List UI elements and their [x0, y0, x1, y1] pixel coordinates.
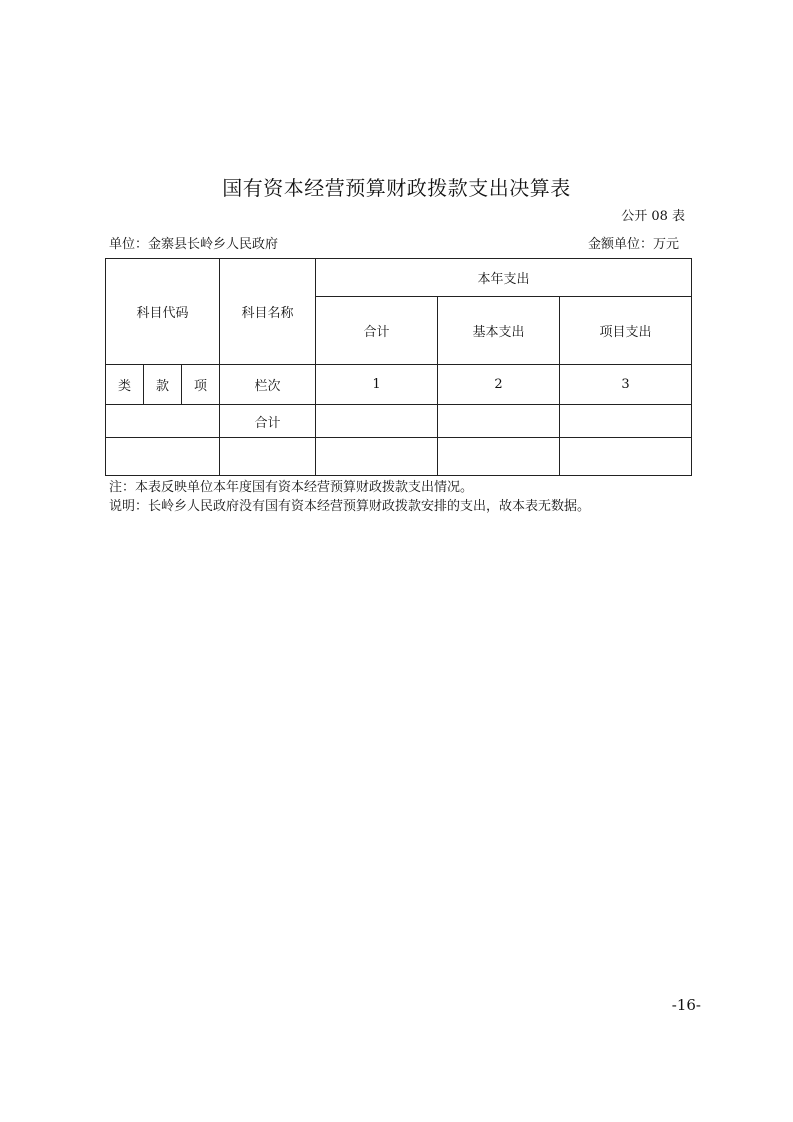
empty-row-total	[316, 438, 438, 476]
form-code: 公开 08 表	[621, 209, 685, 224]
empty-row-name	[220, 438, 316, 476]
total-row-project	[560, 405, 692, 438]
explanation-text: 说明：长岭乡人民政府没有国有资本经营预算财政拨款安排的支出，故本表无数据。	[109, 499, 591, 514]
header-basic-expenditure: 基本支出	[438, 297, 560, 365]
page-number: -16-	[671, 996, 701, 1014]
notes-section	[109, 478, 590, 516]
expenditure-table	[105, 258, 692, 476]
note-text: 注：本表反映单位本年度国有资本经营预算财政拨款支出情况。	[109, 480, 474, 495]
header-subject-name: 科目名称	[220, 259, 316, 365]
header-current-year-expenditure: 本年支出	[316, 259, 692, 297]
empty-row-project	[560, 438, 692, 476]
code-category: 类	[106, 365, 144, 405]
empty-row	[106, 438, 692, 476]
amount-unit: 金额单位：万元	[587, 237, 679, 252]
code-section: 款	[144, 365, 182, 405]
empty-row-code	[106, 438, 220, 476]
reporting-unit: 单位：金寨县长岭乡人民政府	[109, 237, 279, 252]
code-item: 项	[182, 365, 220, 405]
column-index-label: 栏次	[220, 365, 316, 405]
header-project-expenditure: 项目支出	[560, 297, 692, 365]
page-title: 国有资本经营预算财政拨款支出决算表	[222, 176, 571, 200]
empty-row-basic	[438, 438, 560, 476]
total-row-code	[106, 405, 220, 438]
column-index-basic: 2	[438, 365, 560, 405]
total-row-total	[316, 405, 438, 438]
total-row	[106, 405, 692, 438]
total-row-basic	[438, 405, 560, 438]
header-total: 合计	[316, 297, 438, 365]
total-row-label: 合计	[220, 405, 316, 438]
column-index-row	[106, 365, 692, 405]
column-index-project: 3	[560, 365, 692, 405]
header-subject-code: 科目代码	[106, 259, 220, 365]
unit-info-row	[109, 233, 679, 252]
column-index-total: 1	[316, 365, 438, 405]
header-row-1	[106, 259, 692, 297]
